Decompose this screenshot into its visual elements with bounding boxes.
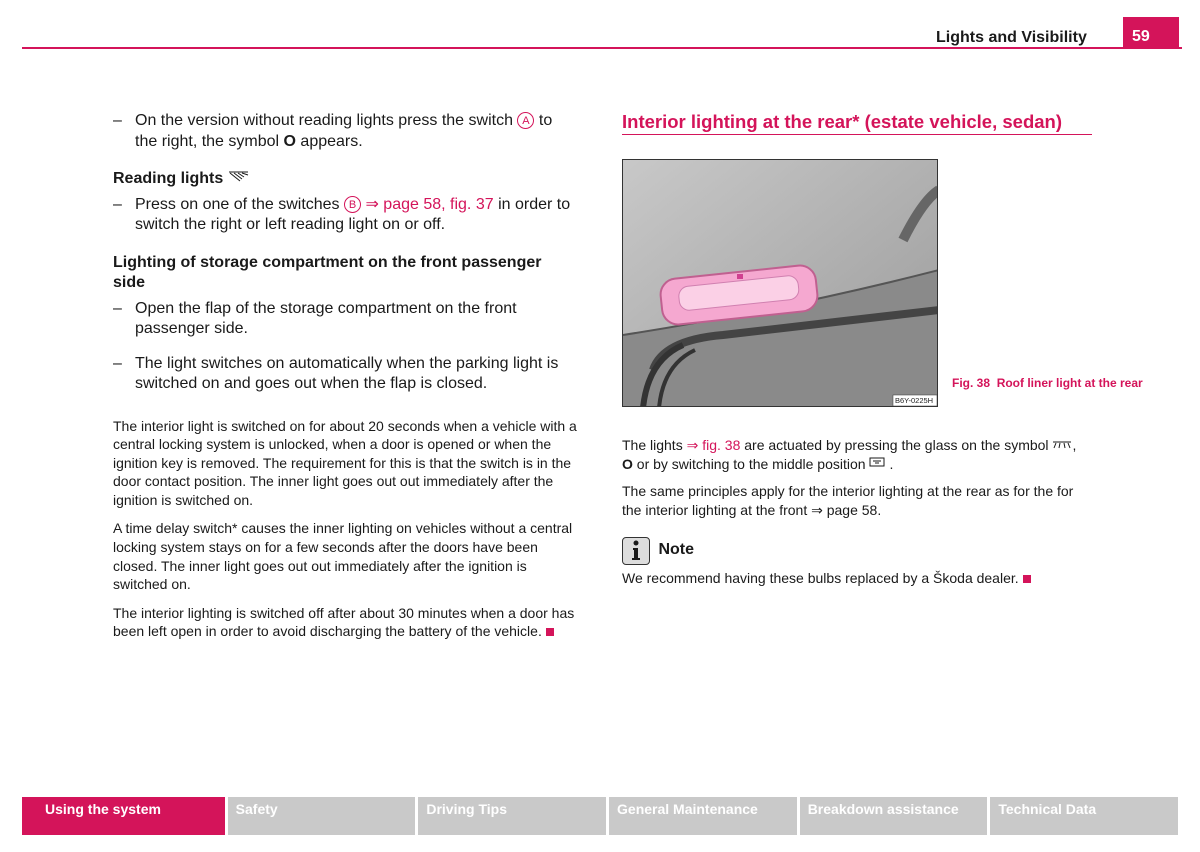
reading-light-icon (228, 170, 250, 187)
paragraph: The same principles apply for the interior lighting at the rear as for the for the interior lighting at the front ⇒ page 58. (622, 483, 1074, 518)
figure-reference-link[interactable]: ⇒ fig. 38 (686, 437, 741, 453)
tab-driving-tips[interactable]: Driving Tips (418, 797, 606, 835)
tab-using-the-system[interactable]: Using the system (22, 797, 225, 835)
interior-light-symbol-icon (1052, 437, 1072, 453)
end-marker-icon (546, 628, 554, 636)
info-icon (622, 537, 650, 565)
tab-general-maintenance[interactable]: General Maintenance (609, 797, 797, 835)
section-title: Lights and Visibility (936, 29, 1087, 46)
switch-a-icon: A (517, 112, 534, 129)
paragraph: The lights ⇒ fig. 38 are actuated by pressing the glass on the symbol , O or by switching to the middle position . (622, 437, 1077, 472)
roof-liner-light-figure (622, 159, 938, 407)
storage-heading: Lighting of storage compartment on the front passenger side (113, 253, 542, 291)
section-heading: Interior lighting at the rear* (estate vehicle, sedan) (622, 111, 1063, 132)
list-item: – On the version without reading lights press the switch A to the right, the symbol O appears. (113, 111, 583, 152)
chapter-tabs (22, 797, 1178, 835)
reading-lights-heading: Reading lights (113, 169, 583, 190)
tab-technical-data[interactable]: Technical Data (990, 797, 1178, 835)
list-item: – The light switches on automatically when the parking light is switched on and goes out when the flap is closed. (113, 354, 583, 395)
note-heading: Note (622, 537, 1094, 565)
left-column (113, 111, 583, 641)
header-rule (22, 47, 1182, 49)
paragraph: A time delay switch* causes the inner lighting on vehicles without a central locking system stays on for a few seconds after the doors have been closed. The inner light goes out out immediately after the ignition is switched on. (113, 520, 573, 593)
tab-breakdown-assistance[interactable]: Breakdown assistance (800, 797, 988, 835)
heading-rule (622, 134, 1092, 135)
page-number: 59 (1123, 17, 1179, 48)
list-item: – Open the flap of the storage compartment on the front passenger side. (113, 299, 583, 340)
door-contact-symbol-icon (869, 456, 889, 472)
list-item: – Press on one of the switches B ⇒ page 58, fig. 37 in order to switch the right or left reading light on or off. (113, 195, 583, 236)
o-symbol: O (622, 455, 633, 472)
note-text: We recommend having these bulbs replaced by a Škoda dealer. (622, 569, 1094, 588)
switch-b-icon: B (344, 196, 361, 213)
o-symbol: O (283, 132, 296, 150)
figure-code: B6Y-0225H (895, 396, 934, 405)
paragraph: The interior light is switched on for about 20 seconds when a vehicle with a central locking system is unlocked, when a door is opened or when the ignition key is removed. The requirement for this is that the switch is in the door contact position. The inner light goes out out immediately after the ignition is switched on. (113, 417, 577, 508)
paragraph: The interior lighting is switched off after about 30 minutes when a door has been left open in order to avoid discharging the battery of the vehicle. (113, 604, 575, 640)
end-marker-icon (1023, 575, 1031, 583)
page-reference-link[interactable]: ⇒ page 58, fig. 37 (365, 195, 494, 213)
right-body (622, 436, 1094, 588)
tab-safety[interactable]: Safety (228, 797, 416, 835)
figure-caption: Fig. 38 Roof liner light at the rear (952, 376, 1143, 390)
page-reference-link[interactable]: ⇒ page 58. (811, 501, 882, 518)
